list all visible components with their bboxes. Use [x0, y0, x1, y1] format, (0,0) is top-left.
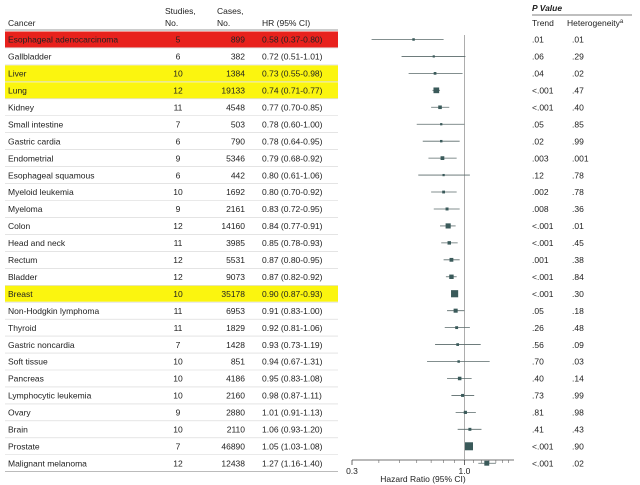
row-cancer-name: Gastric noncardia [8, 339, 75, 350]
estimate-marker [454, 309, 458, 313]
row-trend-p: <.001 [532, 238, 554, 249]
row-studies: 11 [173, 305, 183, 316]
row-hr: 0.80 (0.70-0.92) [262, 187, 323, 198]
row-hr: 0.78 (0.60-1.00) [262, 119, 323, 130]
row-heterogeneity-p: .40 [572, 102, 584, 113]
row-trend-p: .008 [532, 204, 549, 215]
row-studies: 10 [173, 187, 183, 198]
row-heterogeneity-p: .78 [572, 170, 584, 181]
row-studies: 12 [173, 85, 183, 96]
row-cancer-name: Myeloid leukemia [8, 187, 74, 198]
row-cases: 2160 [226, 390, 245, 401]
row-trend-p: .003 [532, 153, 549, 164]
row-trend-p: .05 [532, 119, 544, 130]
row-cases: 1692 [226, 187, 245, 198]
row-hr: 0.90 (0.87-0.93) [262, 288, 323, 299]
row-cases: 3985 [226, 238, 245, 249]
row-cases: 6953 [226, 305, 245, 316]
row-heterogeneity-p: .99 [572, 136, 584, 147]
row-cancer-name: Head and neck [8, 238, 66, 249]
row-cancer-name: Breast [8, 288, 33, 299]
row-cases: 9073 [226, 271, 245, 282]
row-studies: 7 [175, 441, 181, 452]
header-cases-line2: No. [217, 18, 231, 28]
row-trend-p: <.001 [532, 102, 554, 113]
row-hr: 0.91 (0.83-1.00) [262, 305, 323, 316]
x-tick-label: 0.3 [346, 466, 358, 476]
estimate-marker [484, 461, 489, 466]
row-cancer-name: Lymphocytic leukemia [8, 390, 92, 401]
row-trend-p: .002 [532, 187, 549, 198]
row-heterogeneity-p: .38 [572, 255, 584, 266]
row-cancer-name: Myeloma [8, 204, 43, 215]
row-trend-p: .81 [532, 407, 544, 418]
row-trend-p: <.001 [532, 221, 554, 232]
pvalue-columns [532, 35, 589, 469]
row-cases: 382 [230, 51, 245, 62]
row-trend-p: .001 [532, 255, 549, 266]
row-trend-p: <.001 [532, 458, 554, 469]
row-hr: 0.85 (0.78-0.93) [262, 238, 323, 249]
header-heterogeneity-text: Heterogeneity [567, 18, 620, 28]
row-studies: 11 [173, 102, 183, 113]
row-cases: 2161 [226, 204, 245, 215]
row-heterogeneity-p: .78 [572, 187, 584, 198]
row-heterogeneity-p: .01 [572, 34, 584, 45]
row-studies: 12 [173, 271, 183, 282]
row-hr: 0.79 (0.68-0.92) [262, 153, 323, 164]
table-rows [5, 32, 338, 472]
row-hr: 1.06 (0.93-1.20) [262, 424, 323, 435]
estimate-marker [438, 105, 442, 109]
row-heterogeneity-p: .001 [572, 153, 589, 164]
row-cancer-name: Lung [8, 85, 27, 96]
row-heterogeneity-p: .99 [572, 390, 584, 401]
estimate-marker [440, 123, 442, 125]
row-heterogeneity-p: .45 [572, 238, 584, 249]
row-cases: 19133 [221, 85, 245, 96]
row-cases: 4186 [226, 373, 245, 384]
row-cases: 2110 [226, 424, 245, 435]
row-trend-p: .12 [532, 170, 544, 181]
estimate-marker [433, 87, 439, 93]
x-tick-label: 1.0 [458, 466, 471, 476]
estimate-marker [441, 156, 445, 160]
row-trend-p: .04 [532, 68, 544, 79]
row-studies: 6 [175, 170, 181, 181]
row-studies: 10 [173, 356, 183, 367]
row-hr: 1.01 (0.91-1.13) [262, 407, 323, 418]
row-cases: 5346 [226, 153, 245, 164]
estimate-marker [442, 174, 444, 176]
row-cancer-name: Esophageal adenocarcinoma [8, 34, 119, 45]
row-trend-p: .56 [532, 339, 544, 350]
row-studies: 9 [175, 153, 181, 164]
row-cancer-name: Endometrial [8, 153, 54, 164]
row-studies: 12 [173, 221, 183, 232]
row-heterogeneity-p: .30 [572, 288, 584, 299]
row-studies: 10 [173, 68, 183, 79]
row-hr: 0.78 (0.64-0.95) [262, 136, 323, 147]
row-cases: 14160 [221, 221, 245, 232]
estimate-marker [412, 38, 414, 40]
row-heterogeneity-p: .14 [572, 373, 584, 384]
row-studies: 12 [173, 458, 183, 469]
row-cases: 851 [230, 356, 245, 367]
row-cancer-name: Small intestine [8, 119, 64, 130]
row-cases: 5531 [226, 255, 245, 266]
row-heterogeneity-p: .01 [572, 221, 584, 232]
header-cases-line1: Cases, [217, 6, 244, 16]
estimate-marker [434, 72, 437, 75]
row-trend-p: <.001 [532, 441, 554, 452]
row-cases: 2880 [226, 407, 245, 418]
row-cases: 790 [230, 136, 245, 147]
row-trend-p: <.001 [532, 85, 554, 96]
row-heterogeneity-p: .48 [572, 322, 584, 333]
header-heterogeneity [567, 18, 624, 28]
row-cancer-name: Esophageal squamous [8, 170, 95, 181]
estimate-marker [464, 411, 467, 414]
row-trend-p: .41 [532, 424, 544, 435]
row-cancer-name: Kidney [8, 102, 34, 113]
row-trend-p: .73 [532, 390, 544, 401]
estimate-marker [448, 241, 451, 244]
row-cases: 1829 [226, 322, 245, 333]
row-cancer-name: Pancreas [8, 373, 44, 384]
estimate-marker [446, 223, 451, 228]
row-hr: 0.92 (0.81-1.06) [262, 322, 323, 333]
row-cases: 46890 [221, 441, 245, 452]
row-studies: 11 [173, 238, 183, 249]
row-studies: 10 [173, 288, 183, 299]
row-trend-p: .06 [532, 51, 544, 62]
row-trend-p: .02 [532, 136, 544, 147]
row-cases: 12438 [221, 458, 245, 469]
row-heterogeneity-p: .36 [572, 204, 584, 215]
row-hr: 0.87 (0.82-0.92) [262, 271, 323, 282]
row-heterogeneity-p: .03 [572, 356, 584, 367]
row-cases: 503 [230, 119, 245, 130]
row-studies: 12 [173, 255, 183, 266]
row-cancer-name: Colon [8, 221, 31, 232]
row-studies: 6 [175, 136, 181, 147]
row-hr: 0.72 (0.51-1.01) [262, 51, 323, 62]
row-cancer-name: Malignant melanoma [8, 458, 87, 469]
row-heterogeneity-p: .84 [572, 271, 584, 282]
header-heterogeneity-sup: a [619, 19, 624, 25]
header-hr: HR (95% CI) [262, 18, 311, 28]
row-heterogeneity-p: .18 [572, 305, 584, 316]
row-cancer-name: Gallbladder [8, 51, 52, 62]
row-studies: 10 [173, 424, 183, 435]
row-hr: 0.80 (0.61-1.06) [262, 170, 323, 181]
row-trend-p: .01 [532, 34, 544, 45]
estimate-marker [456, 343, 459, 346]
table-header [5, 3, 632, 30]
row-trend-p: .26 [532, 322, 544, 333]
row-studies: 9 [175, 204, 181, 215]
estimate-marker [440, 140, 442, 142]
estimates [372, 38, 496, 465]
header-pvalue: P Value [532, 3, 563, 13]
estimate-marker [468, 428, 471, 431]
row-studies: 5 [175, 34, 181, 45]
row-studies: 9 [175, 407, 181, 418]
header-studies-line1: Studies, [165, 6, 196, 16]
estimate-marker [446, 207, 449, 210]
row-hr: 0.95 (0.83-1.08) [262, 373, 323, 384]
row-cancer-name: Thyroid [8, 322, 37, 333]
row-cancer-name: Liver [8, 68, 27, 79]
row-cancer-name: Bladder [8, 271, 38, 282]
row-hr: 1.05 (1.03-1.08) [262, 441, 323, 452]
estimate-marker [451, 290, 458, 297]
row-cancer-name: Brain [8, 424, 28, 435]
estimate-marker [450, 258, 454, 262]
row-heterogeneity-p: .90 [572, 441, 584, 452]
x-axis-label: Hazard Ratio (95% CI) [380, 474, 466, 484]
row-cases: 899 [230, 34, 245, 45]
row-heterogeneity-p: .47 [572, 85, 584, 96]
row-trend-p: <.001 [532, 271, 554, 282]
row-heterogeneity-p: .02 [572, 458, 584, 469]
estimate-marker [457, 360, 459, 362]
estimate-marker [461, 394, 464, 397]
row-cases: 1428 [226, 339, 245, 350]
row-heterogeneity-p: .43 [572, 424, 584, 435]
header-trend: Trend [532, 18, 554, 28]
row-studies: 10 [173, 390, 183, 401]
row-hr: 0.84 (0.77-0.91) [262, 221, 323, 232]
row-cancer-name: Rectum [8, 255, 38, 266]
row-cancer-name: Gastric cardia [8, 136, 61, 147]
row-studies: 7 [175, 339, 181, 350]
estimate-marker [458, 377, 462, 381]
row-trend-p: .05 [532, 305, 544, 316]
row-hr: 0.77 (0.70-0.85) [262, 102, 323, 113]
row-studies: 11 [173, 322, 183, 333]
estimate-marker [433, 55, 435, 57]
row-hr: 0.83 (0.72-0.95) [262, 204, 323, 215]
row-studies: 7 [175, 119, 181, 130]
header-cancer: Cancer [8, 18, 36, 28]
row-cancer-name: Prostate [8, 441, 40, 452]
estimate-marker [449, 275, 453, 279]
row-heterogeneity-p: .98 [572, 407, 584, 418]
row-cancer-name: Non-Hodgkin lymphoma [8, 305, 100, 316]
row-heterogeneity-p: .09 [572, 339, 584, 350]
row-cancer-name: Soft tissue [8, 356, 48, 367]
row-heterogeneity-p: .85 [572, 119, 584, 130]
row-heterogeneity-p: .29 [572, 51, 584, 62]
row-cases: 35178 [221, 288, 245, 299]
header-studies-line2: No. [165, 18, 179, 28]
estimate-marker [465, 442, 473, 450]
row-cases: 442 [230, 170, 245, 181]
row-cases: 1384 [226, 68, 245, 79]
row-hr: 0.87 (0.80-0.95) [262, 255, 323, 266]
row-cases: 4548 [226, 102, 245, 113]
estimate-marker [442, 191, 445, 194]
row-cancer-name: Ovary [8, 407, 31, 418]
row-hr: 0.73 (0.55-0.98) [262, 68, 323, 79]
row-trend-p: .40 [532, 373, 544, 384]
estimate-marker [455, 326, 458, 329]
row-studies: 6 [175, 51, 181, 62]
row-hr: 0.93 (0.73-1.19) [262, 339, 323, 350]
row-hr: 0.74 (0.71-0.77) [262, 85, 323, 96]
forest-panel [346, 35, 514, 484]
row-trend-p: .70 [532, 356, 544, 367]
row-hr: 0.98 (0.87-1.11) [262, 390, 322, 401]
row-hr: 1.27 (1.16-1.40) [262, 458, 323, 469]
row-hr: 0.58 (0.37-0.80) [262, 34, 323, 45]
row-hr: 0.94 (0.67-1.31) [262, 356, 323, 367]
row-heterogeneity-p: .02 [572, 68, 584, 79]
row-studies: 10 [173, 373, 183, 384]
row-trend-p: <.001 [532, 288, 554, 299]
